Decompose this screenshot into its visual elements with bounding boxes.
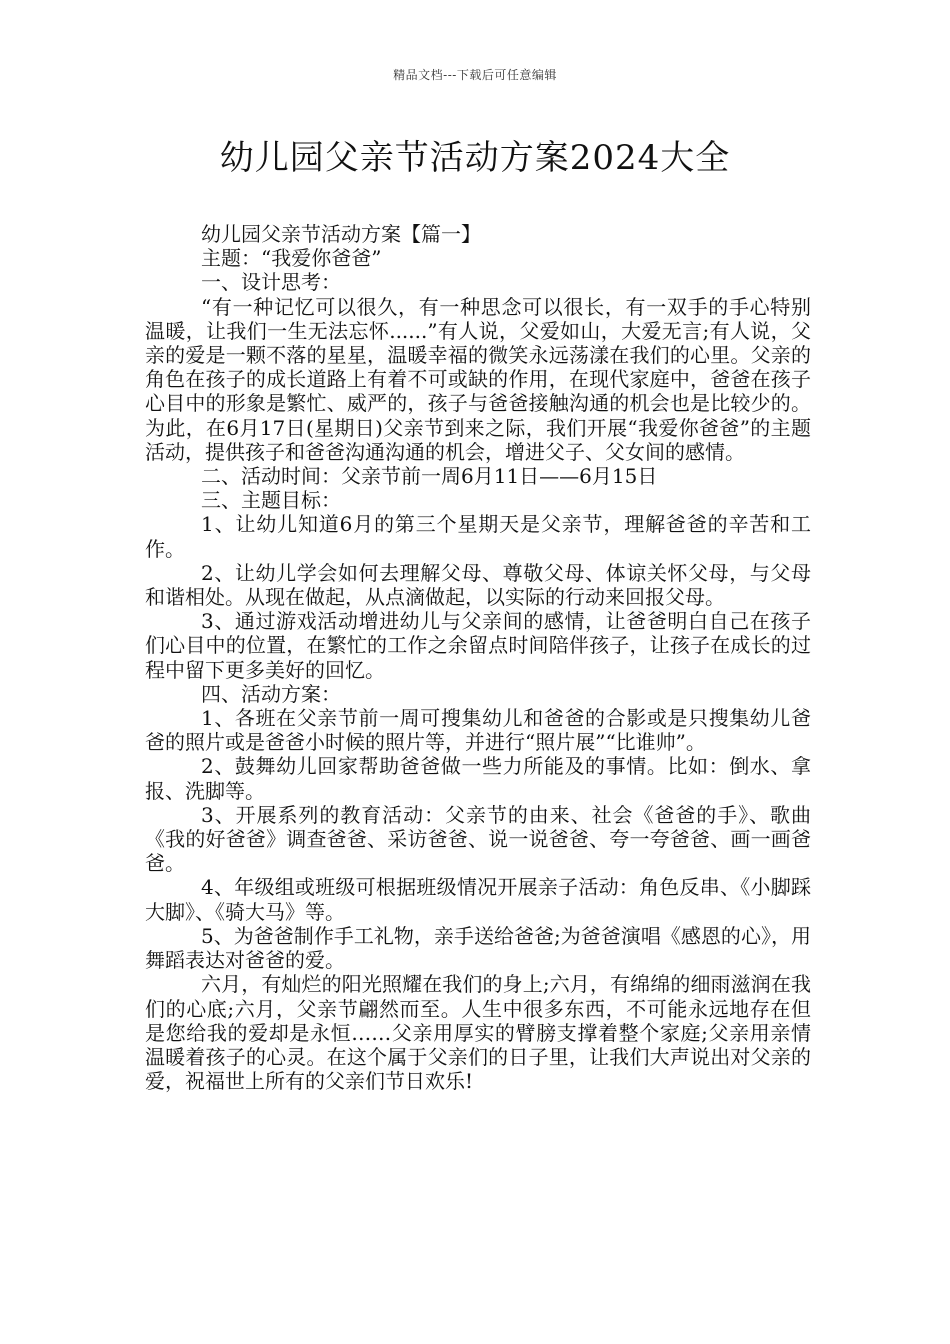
list-item: 2、让幼儿学会如何去理解父母、尊敬父母、体谅关怀父母，与父母和谐相处。从现在做起，从点滴做起，以实际的行动来回报父母。 [145, 560, 811, 610]
section-heading: 四、活动方案： [201, 681, 341, 706]
list-item: 1、各班在父亲节前一周可搜集幼儿和爸爸的合影或是只搜集幼儿爸爸的照片或是爸爸小时候的照片等，并进行“照片展”“比谁帅”。 [145, 706, 811, 755]
list-item: 3、开展系列的教育活动：父亲节的由来、社会《爸爸的手》、歌曲《我的好爸爸》调查爸爸、采访爸爸、说一说爸爸、夸一夸爸爸、画一画爸爸。 [145, 802, 811, 876]
list-item: 3、通过游戏活动增进幼儿与父亲间的感情，让爸爸明白自己在孩子们心目中的位置，在繁忙的工作之余留点时间陪伴孩子，让孩子在成长的过程中留下更多美好的回忆。 [145, 609, 811, 682]
list-item: 5、为爸爸制作手工礼物，亲手送给爸爸;为爸爸演唱《感恩的心》，用舞蹈表达对爸爸的爱。 [145, 923, 811, 973]
section-heading: 一、设计思考： [201, 270, 341, 295]
section-heading: 二、活动时间：父亲节前一周6月11日——6月15日 [201, 464, 658, 489]
header-note: 精品文档---下载后可任意编辑 [393, 68, 557, 82]
section-heading: 三、主题目标： [201, 488, 341, 513]
list-item: 1、让幼儿知道6月的第三个星期天是父亲节，理解爸爸的辛苦和工作。 [145, 512, 811, 561]
document-body [145, 222, 811, 1093]
section-heading: 幼儿园父亲节活动方案【篇一】 [201, 222, 481, 246]
theme-line: 主题：“我爱你爸爸” [201, 246, 382, 271]
paragraph: 六月，有灿烂的阳光照耀在我们的身上;六月，有绵绵的细雨滋润在我们的心底;六月，父亲节翩然而至。人生中很多东西，不可能永远地存在但是您给我的爱却是永恒……父亲用厚实的臂膀支撑着整个家庭;父亲用亲情温暖着孩子的心灵。在这个属于父亲们的日子里，让我们大声说出对父亲的爱，祝福世上所有的父亲们节日欢乐! [145, 972, 811, 1094]
paragraph: “有一种记忆可以很久，有一种思念可以很长，有一双手的手心特别温暖，让我们一生无法忘怀......”有人说，父爱如山，大爱无言;有人说，父亲的爱是一颗不落的星星，温暖幸福的微笑永远荡漾在我们的心里。父亲的角色在孩子的成长道路上有着不可或缺的作用，在现代家庭中，爸爸在孩子心目中的形象是繁忙、威严的，孩子与爸爸接触沟通的机会也是比较少的。为此，在6月17日(星期日)父亲节到来之际，我们开展“我爱你爸爸”的主题活动，提供孩子和爸爸沟通沟通的机会，增进父子、父女间的感情。 [145, 294, 811, 464]
list-item: 2、鼓舞幼儿回家帮助爸爸做一些力所能及的事情。比如：倒水、拿报、洗脚等。 [145, 754, 811, 803]
list-item: 4、年级组或班级可根据班级情况开展亲子活动：角色反串、《小脚踩大脚》、《骑大马》等。 [145, 875, 811, 924]
document-title: 幼儿园父亲节活动方案2024大全 [219, 138, 731, 178]
